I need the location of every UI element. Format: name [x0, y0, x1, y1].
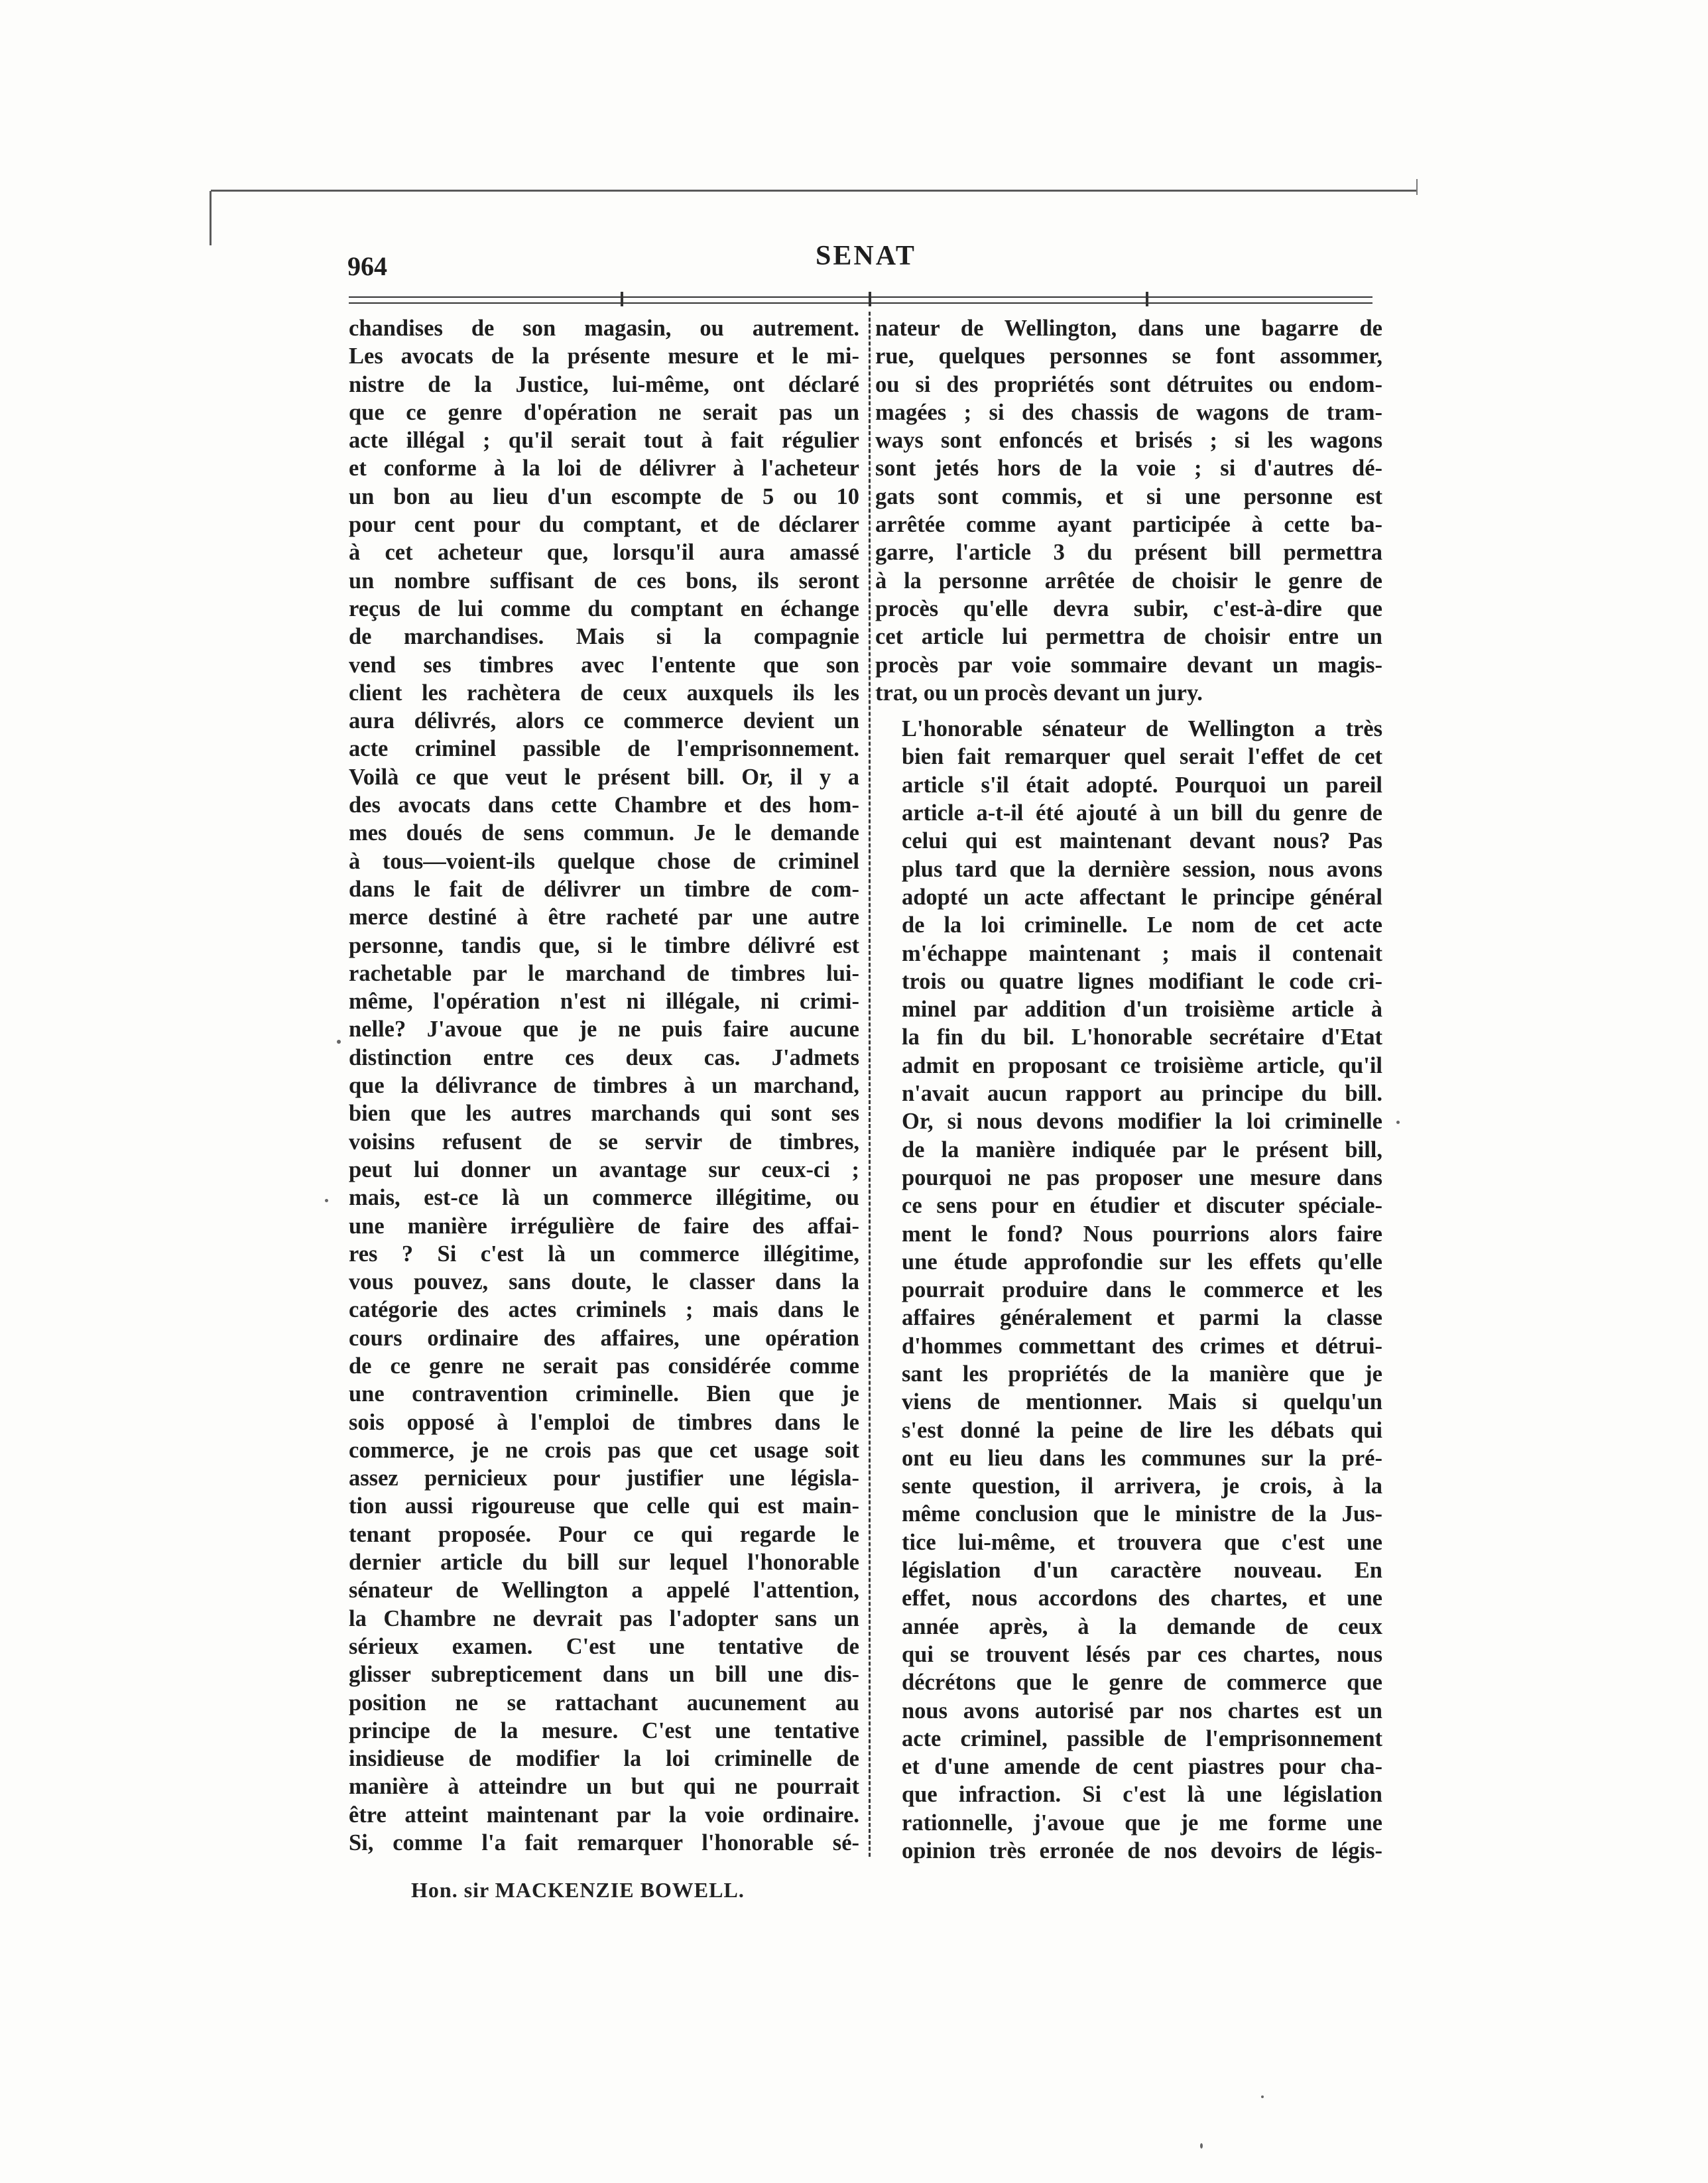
text-line: ou si des propriétés sont détruites ou endom-: [875, 371, 1382, 397]
text-line: procès qu'elle devra subir, c'est-à-dire que: [875, 595, 1382, 621]
text-line: la fin du bil. L'honorable secrétaire d'Etat: [902, 1025, 1382, 1050]
header-rule-tick: [1146, 292, 1148, 306]
text-line: une contravention criminelle. Bien que je: [349, 1381, 859, 1407]
text-line: une étude approfondie sur les effets qu'elle: [902, 1249, 1382, 1275]
text-line: être atteint maintenant par la voie ordinaire.: [349, 1802, 859, 1828]
text-line: dans le fait de délivrer un timbre de com-: [349, 876, 859, 902]
text-line: minel par addition d'un troisième article à: [902, 997, 1382, 1023]
text-line: même, l'opération n'est ni illégale, ni crimi-: [349, 989, 859, 1015]
text-line: sénateur de Wellington a appelé l'attention,: [349, 1578, 859, 1603]
left-column: [349, 314, 859, 1857]
scan-border-right: [1416, 179, 1418, 195]
text-line: plus tard que la dernière session, nous avons: [902, 856, 1382, 882]
text-line: et conforme à la loi de délivrer à l'acheteur: [349, 456, 859, 481]
text-line: commerce, je ne crois pas que cet usage soit: [349, 1437, 859, 1463]
text-line: qui se trouvent lésés par ces chartes, nous: [902, 1641, 1382, 1667]
text-line: législation d'un caractère nouveau. En: [902, 1558, 1382, 1584]
text-line: trois ou quatre lignes modifiant le code cri-: [902, 968, 1382, 994]
text-line: affaires généralement et parmi la classe: [902, 1305, 1382, 1331]
text-line: mais, est-ce là un commerce illégitime, ou: [349, 1185, 859, 1211]
scan-speck: [325, 1199, 328, 1202]
text-line: Voilà ce que veut le présent bill. Or, il y a: [349, 764, 859, 790]
text-line: article s'il était adopté. Pourquoi un pareil: [902, 772, 1382, 798]
text-line: que ce genre d'opération ne serait pas un: [349, 399, 859, 425]
text-line: que la délivrance de timbres à un marchand,: [349, 1073, 859, 1099]
text-line: ont eu lieu dans les communes sur la pré-: [902, 1445, 1382, 1471]
text-line: acte illégal ; qu'il serait tout à fait régulier: [349, 428, 859, 454]
text-line: article a-t-il été ajouté à un bill du genre de: [902, 800, 1382, 826]
text-line: position ne se rattachant aucunement au: [349, 1690, 859, 1715]
text-line: Si, comme l'a fait remarquer l'honorable sé-: [349, 1830, 859, 1856]
text-line: à la personne arrêtée de choisir le genre de: [875, 568, 1382, 593]
text-line: opinion très erronée de nos devoirs de légis-: [902, 1838, 1382, 1864]
header-rule-upper: [349, 296, 1372, 298]
text-line: principe de la mesure. C'est une tentative: [349, 1717, 859, 1743]
text-line: sérieux examen. C'est une tentative de: [349, 1633, 859, 1659]
scan-speck: [1200, 2143, 1203, 2149]
text-line: la Chambre ne devrait pas l'adopter sans un: [349, 1605, 859, 1631]
column-divider: [869, 312, 871, 1857]
text-line: de marchandises. Mais si la compagnie: [349, 624, 859, 650]
text-line: nous avons autorisé par nos chartes est un: [902, 1698, 1382, 1723]
text-line: peut lui donner un avantage sur ceux-ci ;: [349, 1156, 859, 1182]
text-line: catégorie des actes criminels ; mais dans le: [349, 1297, 859, 1323]
text-line: garre, l'article 3 du présent bill permettra: [875, 540, 1382, 566]
text-line: magées ; si des chassis de wagons de tram-: [875, 399, 1382, 425]
text-line: même conclusion que le ministre de la Jus-: [902, 1501, 1382, 1527]
text-line: mes doués de sens commun. Je le demande: [349, 820, 859, 846]
text-line: n'avait aucun rapport au principe du bill.: [902, 1081, 1382, 1107]
text-line: rationnelle, j'avoue que je me forme une: [902, 1810, 1382, 1836]
text-line: effet, nous accordons des chartes, et une: [902, 1586, 1382, 1611]
text-line: décrétons que le genre de commerce que: [902, 1670, 1382, 1696]
text-line: tenant proposée. Pour ce qui regarde le: [349, 1521, 859, 1547]
text-line: rue, quelques personnes se font assommer,: [875, 343, 1382, 369]
text-line: s'est donné la peine de lire les débats qui: [902, 1417, 1382, 1443]
page-number: 964: [347, 251, 387, 281]
text-line: manière à atteindre un but qui ne pourrait: [349, 1774, 859, 1800]
right-column: [875, 314, 1382, 1865]
text-line: chandises de son magasin, ou autrement.: [349, 316, 859, 341]
text-line: sois opposé à l'emploi de timbres dans le: [349, 1409, 859, 1435]
text-line: que infraction. Si c'est là une législation: [902, 1782, 1382, 1808]
scan-speck: [1396, 1121, 1400, 1124]
text-line: bien que les autres marchands qui sont ses: [349, 1101, 859, 1127]
text-line: vend ses timbres avec l'entente que son: [349, 652, 859, 678]
text-line: ways sont enfoncés et brisés ; si les wagons: [875, 428, 1382, 454]
text-line: tion aussi rigoureuse que celle qui est main-: [349, 1493, 859, 1519]
text-line: et d'une amende de cent piastres pour cha-: [902, 1754, 1382, 1780]
text-line: L'honorable sénateur de Wellington a très: [902, 716, 1382, 742]
speaker-footer: Hon. sir MACKENZIE BOWELL.: [411, 1878, 745, 1902]
text-line: de la loi criminelle. Le nom de cet acte: [902, 912, 1382, 938]
text-line: client les rachètera de ceux auxquels ils les: [349, 680, 859, 706]
text-line: d'hommes commettant des crimes et détrui-: [902, 1333, 1382, 1359]
text-line: pour cent pour du comptant, et de déclarer: [349, 512, 859, 538]
text-line: admit en proposant ce troisième article, qu'il: [902, 1052, 1382, 1078]
text-line: dernier article du bill sur lequel l'honorable: [349, 1550, 859, 1576]
text-line: de ce genre ne serait pas considérée comme: [349, 1353, 859, 1379]
text-line: glisser subrepticement dans un bill une dis-: [349, 1662, 859, 1688]
running-title: SENAT: [816, 241, 916, 271]
scan-speck: [337, 1040, 341, 1044]
header-rule-lower: [349, 302, 1372, 304]
text-line: à cet acheteur que, lorsqu'il aura amassé: [349, 540, 859, 566]
text-line: sont jetés hors de la voie ; si d'autres dé-: [875, 456, 1382, 481]
text-line: reçus de lui comme du comptant en échange: [349, 595, 859, 621]
text-line: une manière irrégulière de faire des affai-: [349, 1213, 859, 1239]
text-line: gats sont commis, et si une personne est: [875, 483, 1382, 509]
text-line: aura délivrés, alors ce commerce devient un: [349, 708, 859, 734]
text-line: tice lui-même, et trouvera que c'est une: [902, 1529, 1382, 1555]
text-line: pourrait produire dans le commerce et les: [902, 1277, 1382, 1303]
text-line: un nombre suffisant de ces bons, ils seront: [349, 568, 859, 593]
text-line: des avocats dans cette Chambre et des hom-: [349, 792, 859, 818]
text-line: bien fait remarquer quel serait l'effet de cet: [902, 744, 1382, 770]
text-line: viens de mentionner. Mais si quelqu'un: [902, 1389, 1382, 1415]
text-line: assez pernicieux pour justifier une législa-: [349, 1466, 859, 1491]
text-line: ce sens pour en étudier et discuter spéciale-: [902, 1193, 1382, 1219]
text-line: rachetable par le marchand de timbres lui-: [349, 960, 859, 986]
right-paragraph-1: [875, 314, 1382, 707]
text-line: Or, si nous devons modifier la loi criminelle: [902, 1109, 1382, 1135]
text-line: procès par voie sommaire devant un magis-: [875, 652, 1382, 678]
text-line: sant les propriétés de la manière que je: [902, 1361, 1382, 1387]
header-rule-tick: [869, 292, 871, 306]
text-line: un bon au lieu d'un escompte de 5 ou 10: [349, 483, 859, 509]
text-line: celui qui est maintenant devant nous? Pas: [902, 828, 1382, 854]
text-line: ment le fond? Nous pourrions alors faire: [902, 1221, 1382, 1247]
text-line: res ? Si c'est là un commerce illégitime,: [349, 1241, 859, 1267]
text-line: insidieuse de modifier la loi criminelle de: [349, 1746, 859, 1772]
scan-speck: [1261, 2095, 1264, 2098]
text-line: distinction entre ces deux cas. J'admets: [349, 1044, 859, 1070]
text-line: trat, ou un procès devant un jury.: [875, 680, 1203, 706]
text-line: merce destiné à être racheté par une autre: [349, 904, 859, 930]
text-line: m'échappe maintenant ; mais il contenait: [902, 940, 1382, 966]
text-line: acte criminel, passible de l'emprisonnement: [902, 1725, 1382, 1751]
text-line: vous pouvez, sans doute, le classer dans la: [349, 1269, 859, 1295]
text-line: pourquoi ne pas proposer une mesure dans: [902, 1164, 1382, 1190]
text-line: nistre de la Justice, lui-même, ont déclaré: [349, 371, 859, 397]
right-paragraph-2: [875, 715, 1382, 1865]
text-line: à tous—voient-ils quelque chose de criminel: [349, 848, 859, 874]
scan-border-left: [210, 191, 212, 245]
text-line: nateur de Wellington, dans une bagarre de: [875, 316, 1382, 341]
text-line: année après, à la demande de ceux: [902, 1613, 1382, 1639]
text-line: adopté un acte affectant le principe général: [902, 884, 1382, 910]
text-line: cet article lui permettra de choisir entre un: [875, 624, 1382, 650]
text-line: nelle? J'avoue que je ne puis faire aucune: [349, 1017, 859, 1042]
text-line: cours ordinaire des affaires, une opération: [349, 1325, 859, 1351]
text-line: voisins refusent de se servir de timbres,: [349, 1129, 859, 1154]
text-line: personne, tandis que, si le timbre délivré est: [349, 932, 859, 958]
header-rule-tick: [621, 292, 623, 306]
text-line: arrêtée comme ayant participée à cette ba-: [875, 512, 1382, 538]
text-line: acte criminel passible de l'emprisonnement.: [349, 736, 859, 762]
text-line: Les avocats de la présente mesure et le mi-: [349, 343, 859, 369]
text-line: sente question, il arrivera, je crois, à la: [902, 1473, 1382, 1499]
scan-border-top: [211, 190, 1418, 192]
text-line: de la manière indiquée par le présent bill,: [902, 1137, 1382, 1162]
